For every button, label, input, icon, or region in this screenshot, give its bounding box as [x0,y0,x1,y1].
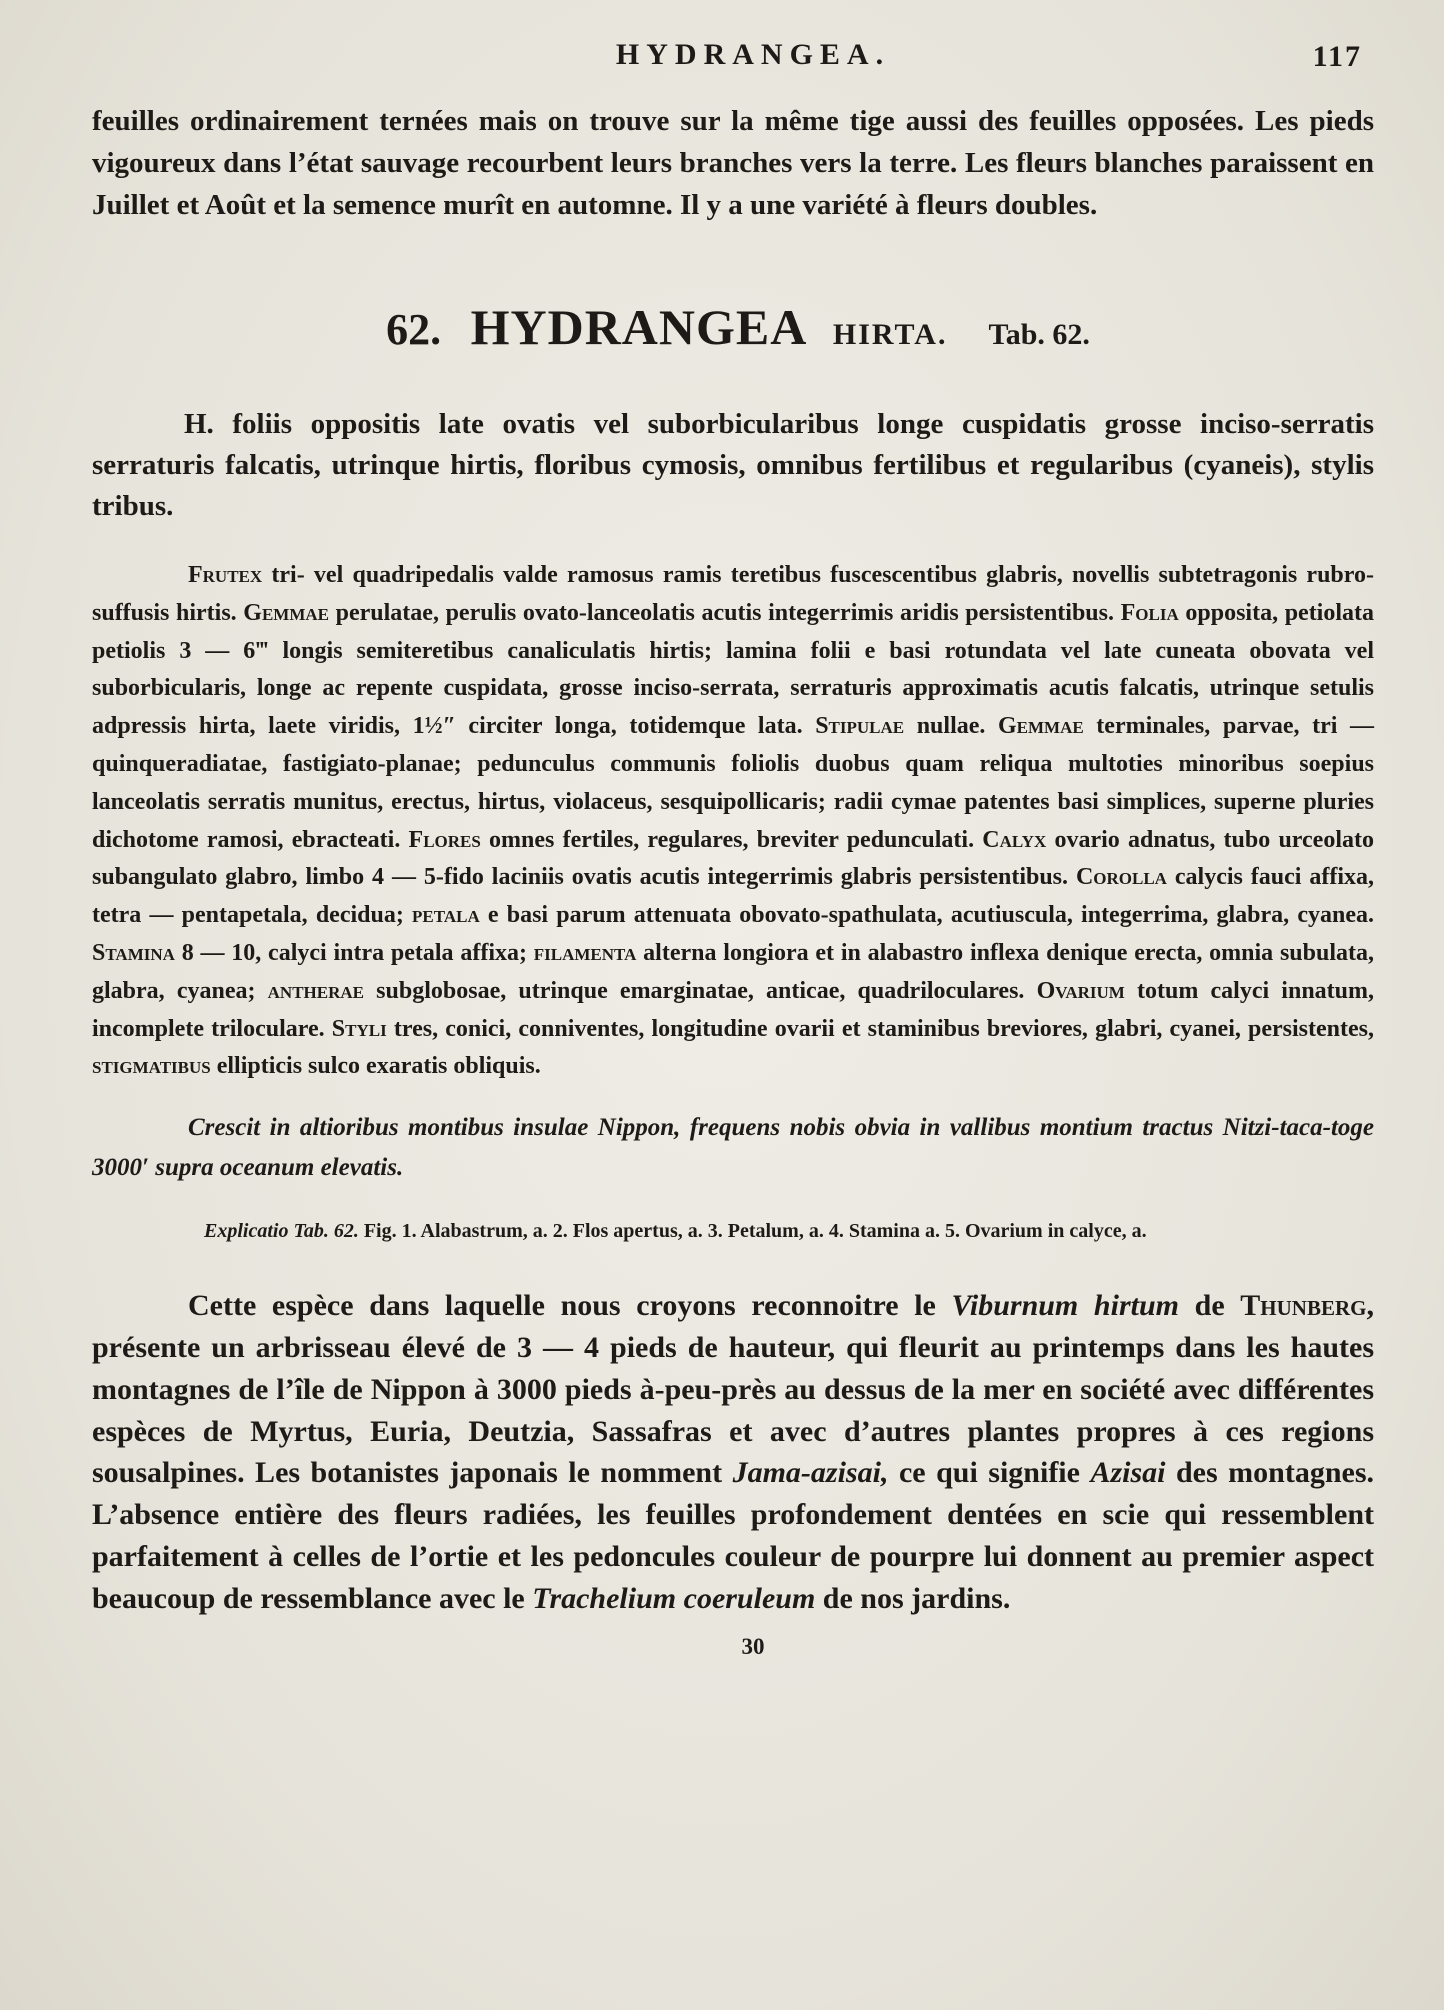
description-text: terminales, parvae, tri — quinqueradiatae, fastigiato-planae; pedunculus communis foliolis duobus quam reliqua multoties minoribus soepius lanceolatis serratis munitus, erectus, hirtus, violaceus, sesquipollicaris; radii cymae patentes basi simplices, superne pluries dichotome ramosi, ebracteati. [92,713,1374,853]
description-text: nullae. [904,713,998,740]
explication-text: Fig. 1. Alabastrum, a. 2. Flos apertus, a. 3. Petalum, a. 4. Stamina a. 5. Ovarium in calyce, a. [358,1220,1147,1243]
description-term: Stipulae [815,713,905,740]
description-text: omnes fertiles, regulares, breviter pedunculati. [480,826,983,853]
intro-paragraph: feuilles ordinairement ternées mais on trouve sur la même tige aussi des feuilles opposées. Les pieds vigoureux dans l’état sauvage recourbent leurs branches vers la terre. Les fleurs blanches paraissent en Juillet et Août et la semence murît en automne. Il y a une variété à fleurs doubles. [92,105,1374,221]
description-term: Styli [331,1015,387,1042]
explication-lead: Explicatio Tab. 62. [204,1220,359,1243]
commentary-run: ce qui signifie [888,1456,1091,1490]
description-term: petala [412,902,480,929]
genus-name: HYDRANGEA [470,299,808,355]
description-text: tres, conici, conniventes, longitudine ovarii et staminibus breviores, glabri, cyanei, persistentes, [386,1015,1374,1042]
commentary-run: de [1178,1289,1241,1323]
running-head [92,32,1374,82]
description-term: Frutex [188,562,263,588]
description-term: Gemmae [243,599,330,626]
description-text: e basi parum attenuata obovato-spathulata, acutiuscula, integerrima, glabra, cyanea. [479,902,1375,929]
description-term: Folia [1120,599,1179,626]
signature-mark: 30 [741,1633,765,1659]
page-number: 117 [1312,40,1362,73]
commentary-run: Viburnum hirtum [951,1289,1179,1323]
species-epithet: HIRTA. [832,318,948,351]
description-term: Gemmae [997,713,1084,740]
commentary-run: Jama-azisai, [732,1456,889,1490]
description-term: Calyx [982,826,1047,853]
commentary-run: des montagnes. L’absence entière des fleurs radiées, les feuilles profondement dentées en scie qui ressemblent parfaitement à celles de l’ortie et les pedoncules couleur de pourpre lui donnent au premier aspect beaucoup de ressemblance avec le [92,1456,1374,1615]
description-text: 8 — 10, calyci intra petala affixa; [174,939,534,966]
description-text: totum calyci innatum, incomplete triloculare. [92,977,1375,1042]
description-text: ovario adnatus, tubo urceolato subangulato glabro, limbo 4 — 5-fido laciniis ovatis acutis integerrimis glabris persistentibus. [92,826,1374,891]
description-term: filamenta [533,939,637,966]
latin-diagnosis: H. foliis oppositis late ovatis vel suborbicularibus longe cuspidatis grosse inciso-serratis serraturis falcatis, utrinque hirtis, floribus cymosis, omnibus fertilibus et regularibus (cyaneis), stylis tribus. [92,408,1374,522]
plate-reference: Tab. 62. [988,318,1090,351]
description-text: ellipticis sulco exaratis obliquis. [210,1053,541,1080]
plate-explication [92,1214,1374,1249]
description-term: Ovarium [1036,977,1125,1004]
latin-description [92,557,1374,1086]
description-term: Stamina [92,939,175,966]
description-term: stigmatibus [92,1053,211,1080]
habitat-note: Crescit in altioribus montibus insulae Nippon, frequens nobis obvia in vallibus montium tractus Nitzi-taca-toge 3000′ supra oceanum elevatis. [92,1114,1374,1182]
description-text: subglobosae, utrinque emarginatae, anticae, quadriloculares. [364,977,1037,1004]
french-commentary [92,1285,1374,1619]
commentary-run: de nos jardins. [815,1581,1011,1615]
species-heading [92,298,1374,356]
description-text: tri- vel quadripedalis valde ramosus ramis teretibus fuscescentibus glabris, novellis subtetragonis rubro-suffusis hirtis. [92,562,1374,626]
description-text: perulatae, perulis ovato-lanceolatis acutis integerrimis aridis persistentibus. [329,599,1121,626]
commentary-run: Azisai [1090,1456,1166,1490]
description-term: antherae [267,977,365,1004]
description-text: alterna longiora et in alabastro inflexa denique erecta, omnia subulata, glabra, cyanea; [92,939,1374,1004]
running-title: HYDRANGEA. [615,38,891,71]
commentary-run: Trachelium coeruleum [532,1581,816,1615]
commentary-run: Thunberg [1240,1289,1367,1323]
description-text: opposita, petiolata petiolis 3 — 6‴ longis semiteretibus canaliculatis hirtis; lamina folii e basi rotundata vel late cuneata obovata vel suborbicularis, longe ac repente cuspidata, grosse inciso-serrata, serraturis approximatis acutis falcatis, utrinque setulis adpressis hirta, laete viridis, 1½″ circiter longa, totidemque lata. [92,599,1375,740]
description-text: calycis fauci affixa, tetra — pentapetala, decidua; [92,864,1374,929]
description-term: Corolla [1075,864,1167,891]
commentary-run: , présente un arbrisseau élevé de 3 — 4 pieds de hauteur, qui fleurit au printemps dans les hautes montagnes de l’île de Nippon à 3000 pieds à-peu-près au dessus de la mer en société avec différentes espèces de Myrtus, Euria, Deutzia, Sassafras et avec d’autres plantes propres à ces regions sousalpines. Les botanistes japonais le nomment [92,1289,1374,1490]
commentary-run: Cette espèce dans laquelle nous croyons reconnoitre le [188,1289,952,1323]
description-term: Flores [408,826,481,853]
species-number: 62. [386,305,442,354]
